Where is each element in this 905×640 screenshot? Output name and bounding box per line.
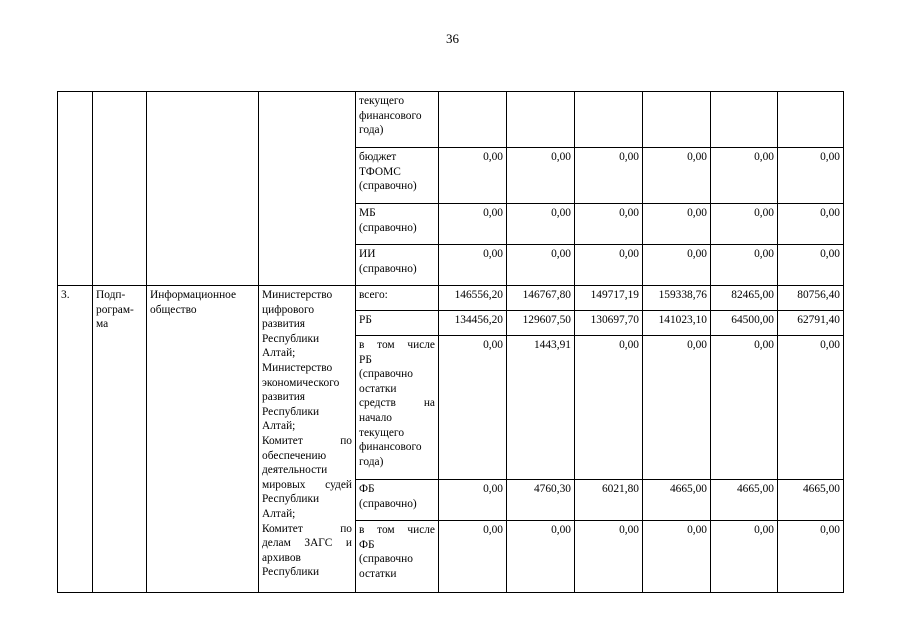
value-cell — [643, 92, 711, 148]
value-cell: 0,00 — [778, 336, 844, 480]
value-cell: 0,00 — [643, 148, 711, 204]
value-cell: 0,00 — [778, 148, 844, 204]
value-cell: 129607,50 — [507, 311, 575, 336]
budget-table — [57, 91, 844, 593]
value-cell: 0,00 — [778, 521, 844, 593]
value-cell — [778, 92, 844, 148]
value-cell: 0,00 — [439, 480, 507, 521]
funding-source-cell: текущего финансового года) — [356, 92, 439, 148]
value-cell: 0,00 — [439, 204, 507, 245]
value-cell: 0,00 — [575, 148, 643, 204]
value-cell: 0,00 — [575, 245, 643, 286]
value-cell: 82465,00 — [711, 286, 778, 311]
funding-source-cell: бюджет ТФОМС (справочно) — [356, 148, 439, 204]
funding-source-cell: МБ (справочно) — [356, 204, 439, 245]
value-cell: 4760,30 — [507, 480, 575, 521]
executor-cell — [259, 92, 356, 286]
value-cell: 0,00 — [507, 245, 575, 286]
value-cell: 0,00 — [711, 336, 778, 480]
value-cell: 62791,40 — [778, 311, 844, 336]
subprogram-number: 3. — [58, 286, 93, 593]
value-cell: 6021,80 — [575, 480, 643, 521]
value-cell: 141023,10 — [643, 311, 711, 336]
funding-source-cell: ФБ (справочно) — [356, 480, 439, 521]
value-cell: 149717,19 — [575, 286, 643, 311]
funding-source-cell: ИИ (справочно) — [356, 245, 439, 286]
value-cell: 146556,20 — [439, 286, 507, 311]
value-cell: 64500,00 — [711, 311, 778, 336]
subprogram-name: Информационное общество — [147, 286, 259, 593]
value-cell: 4665,00 — [711, 480, 778, 521]
value-cell: 4665,00 — [778, 480, 844, 521]
name-cell — [147, 92, 259, 286]
value-cell — [507, 92, 575, 148]
value-cell: 0,00 — [711, 148, 778, 204]
value-cell: 0,00 — [507, 521, 575, 593]
value-cell: 4665,00 — [643, 480, 711, 521]
value-cell: 1443,91 — [507, 336, 575, 480]
value-cell — [711, 92, 778, 148]
value-cell: 0,00 — [711, 204, 778, 245]
value-cell: 159338,76 — [643, 286, 711, 311]
value-cell: 0,00 — [643, 521, 711, 593]
table-row — [58, 92, 844, 148]
value-cell: 0,00 — [439, 521, 507, 593]
value-cell: 0,00 — [439, 245, 507, 286]
value-cell — [439, 92, 507, 148]
value-cell: 0,00 — [575, 204, 643, 245]
value-cell: 134456,20 — [439, 311, 507, 336]
funding-source-cell: РБ — [356, 311, 439, 336]
value-cell: 146767,80 — [507, 286, 575, 311]
type-cell — [93, 92, 147, 286]
value-cell: 0,00 — [439, 336, 507, 480]
funding-source-cell: всего: — [356, 286, 439, 311]
page-number: 36 — [446, 31, 459, 46]
subprogram-type: Подп- рограм- ма — [93, 286, 147, 593]
value-cell: 0,00 — [711, 245, 778, 286]
number-cell — [58, 92, 93, 286]
value-cell: 0,00 — [643, 204, 711, 245]
value-cell: 0,00 — [643, 336, 711, 480]
value-cell: 0,00 — [507, 204, 575, 245]
value-cell: 0,00 — [575, 336, 643, 480]
value-cell: 0,00 — [778, 204, 844, 245]
table-row — [58, 286, 844, 311]
value-cell: 0,00 — [778, 245, 844, 286]
value-cell: 0,00 — [575, 521, 643, 593]
funding-source-cell: в том числе РБ (справочно остатки средств на начало текущего финансового года) — [356, 336, 439, 480]
value-cell: 0,00 — [439, 148, 507, 204]
subprogram-executors: Министерство цифрового развития Республики Алтай; Министерство экономического развития Республики Алтай; Комитет по обеспечению деятельности мировых судей Республики Алтай; Комитет по делам ЗАГС и архивов Республики — [259, 286, 356, 593]
funding-source-cell: в том числе ФБ (справочно остатки — [356, 521, 439, 593]
value-cell: 80756,40 — [778, 286, 844, 311]
value-cell: 0,00 — [507, 148, 575, 204]
value-cell: 0,00 — [711, 521, 778, 593]
value-cell: 0,00 — [643, 245, 711, 286]
value-cell — [575, 92, 643, 148]
value-cell: 130697,70 — [575, 311, 643, 336]
